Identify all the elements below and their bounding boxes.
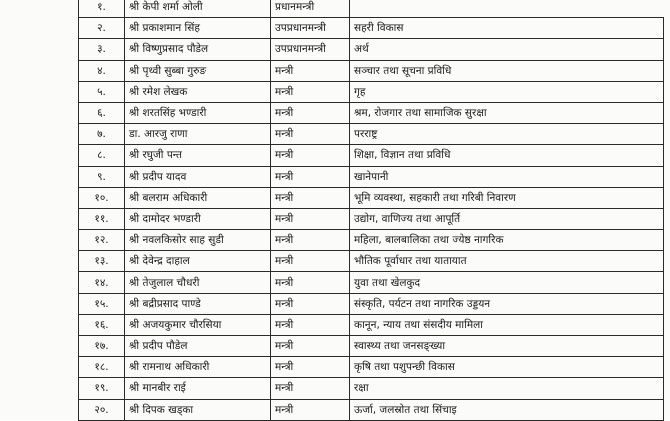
minister-name: श्री विष्णुप्रसाद पौडेल [125,39,271,60]
ministry-portfolio [350,0,664,18]
row-number: ६. [79,102,125,123]
row-number: १८. [79,357,125,378]
minister-name: श्री रामनाथ अधिकारी [125,357,271,378]
table-row [79,230,664,251]
minister-role: मन्त्री [271,166,350,187]
minister-role: प्रधानमन्त्री [271,0,350,18]
minister-role: मन्त्री [271,81,350,102]
table-row [79,124,664,145]
ministry-portfolio: सहरी विकास [350,18,664,39]
minister-name: श्री दिपक खड्का [125,399,271,420]
row-number: ३. [79,39,125,60]
ministry-portfolio: स्वास्थ्य तथा जनसङ्ख्या [350,336,664,357]
ministry-portfolio: कृषि तथा पशुपन्छी विकास [350,357,664,378]
table-row [79,293,664,314]
ministry-portfolio: ऊर्जा, जलस्रोत तथा सिंचाइ [350,399,664,420]
table-row [79,378,664,399]
row-number: ५. [79,81,125,102]
table-row [79,399,664,420]
minister-name: श्री पृथ्वी सुब्बा गुरुङ [125,60,271,81]
minister-role: मन्त्री [271,357,350,378]
table-row [79,18,664,39]
row-number: १२. [79,230,125,251]
minister-role: मन्त्री [271,60,350,81]
table-row [79,314,664,335]
row-number: १९. [79,378,125,399]
table-row [79,81,664,102]
row-number: १. [79,0,125,18]
ministry-portfolio: गृह [350,81,664,102]
minister-role: मन्त्री [271,399,350,420]
minister-name: श्री देवेन्द्र दाहाल [125,251,271,272]
row-number: ९. [79,166,125,187]
ministry-portfolio: श्रम, रोजगार तथा सामाजिक सुरक्षा [350,102,664,123]
minister-name: श्री प्रदीप पौडेल [125,336,271,357]
row-number: १७. [79,336,125,357]
minister-role: उपप्रधानमन्त्री [271,18,350,39]
minister-role: मन्त्री [271,378,350,399]
minister-role: मन्त्री [271,102,350,123]
row-number: ७. [79,124,125,145]
table-row [79,166,664,187]
table-row [79,102,664,123]
minister-name: श्री तेजुलाल चौधरी [125,272,271,293]
minister-name: डा. आरजु राणा [125,124,271,145]
ministry-portfolio: उद्योग, वाणिज्य तथा आपूर्ति [350,208,664,229]
minister-name: श्री प्रकाशमान सिंह [125,18,271,39]
table-row [79,187,664,208]
ministry-portfolio: सञ्चार तथा सूचना प्रविधि [350,60,664,81]
minister-name: श्री रमेश लेखक [125,81,271,102]
minister-name: श्री अजयकुमार चौरसिया [125,314,271,335]
minister-role: मन्त्री [271,272,350,293]
minister-name: श्री नवलकिसोर साह सुडी [125,230,271,251]
ministry-portfolio: परराष्ट्र [350,124,664,145]
row-number: १३. [79,251,125,272]
ministry-portfolio: कानून, न्याय तथा संसदीय मामिला [350,314,664,335]
minister-role: मन्त्री [271,208,350,229]
minister-role: मन्त्री [271,230,350,251]
minister-role: मन्त्री [271,251,350,272]
minister-role: उपप्रधानमन्त्री [271,39,350,60]
ministry-portfolio: संस्कृति, पर्यटन तथा नागरिक उड्डयन [350,293,664,314]
ministry-portfolio: भौतिक पूर्वाधार तथा यातायात [350,251,664,272]
table-row [79,357,664,378]
minister-name: श्री बलराम अधिकारी [125,187,271,208]
table-row [79,208,664,229]
table-row [79,145,664,166]
row-number: ४. [79,60,125,81]
ministry-portfolio: शिक्षा, विज्ञान तथा प्रविधि [350,145,664,166]
row-number: १०. [79,187,125,208]
ministry-portfolio: युवा तथा खेलकुद [350,272,664,293]
minister-name: श्री प्रदीप यादव [125,166,271,187]
ministry-portfolio: खानेपानी [350,166,664,187]
row-number: १६. [79,314,125,335]
ministry-portfolio: महिला, बालबालिका तथा ज्येष्ठ नागरिक [350,230,664,251]
table-row [79,251,664,272]
row-number: १५. [79,293,125,314]
table-row [79,0,664,18]
ministry-portfolio: अर्थ [350,39,664,60]
row-number: २०. [79,399,125,420]
table-row [79,336,664,357]
ministry-portfolio: रक्षा [350,378,664,399]
minister-role: मन्त्री [271,145,350,166]
row-number: ११. [79,208,125,229]
minister-name: श्री दामोदर भण्डारी [125,208,271,229]
minister-role: मन्त्री [271,314,350,335]
minister-role: मन्त्री [271,293,350,314]
minister-name: श्री केपी शर्मा ओली [125,0,271,18]
minister-name: श्री शरतसिंह भण्डारी [125,102,271,123]
minister-name: श्री मानबीर राई [125,378,271,399]
minister-role: मन्त्री [271,336,350,357]
table-row [79,60,664,81]
table-row [79,272,664,293]
row-number: २. [79,18,125,39]
cabinet-table [78,0,664,421]
table-row [79,39,664,60]
minister-name: श्री रघुजी पन्त [125,145,271,166]
row-number: ८. [79,145,125,166]
row-number: १४. [79,272,125,293]
minister-role: मन्त्री [271,124,350,145]
minister-role: मन्त्री [271,187,350,208]
ministry-portfolio: भूमि व्यवस्था, सहकारी तथा गरिबी निवारण [350,187,664,208]
minister-name: श्री बद्रीप्रसाद पाण्डे [125,293,271,314]
